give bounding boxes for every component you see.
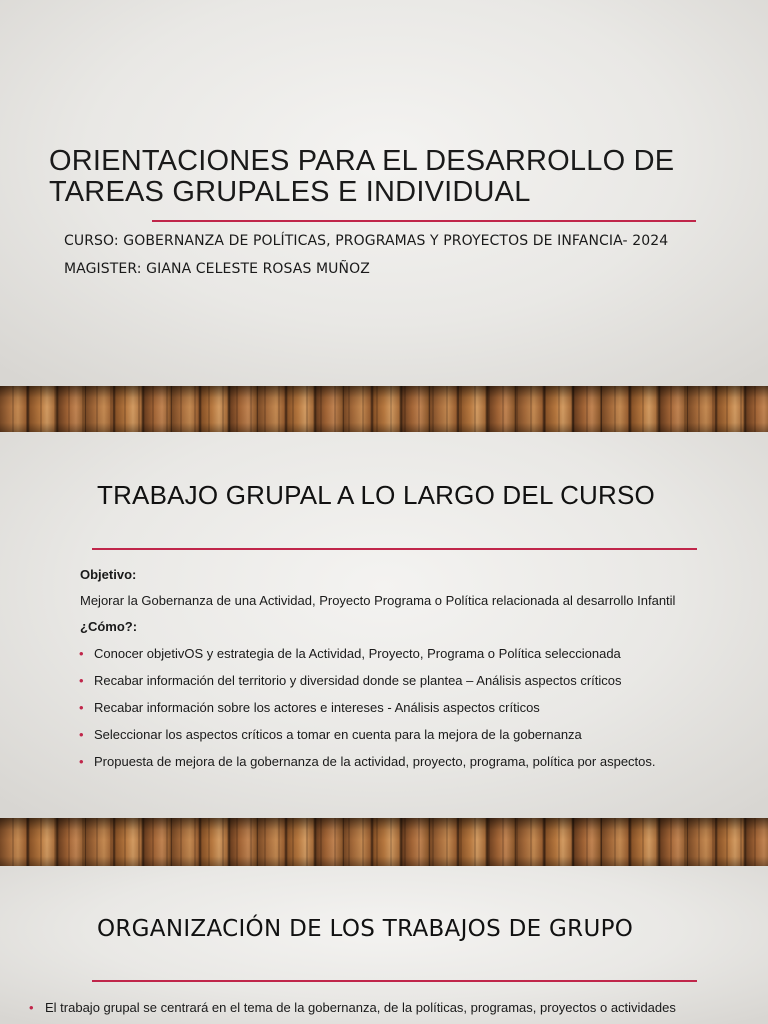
list-item: • Recabar información del territorio y diversidad donde se plantea – Análisis aspectos críticos	[79, 673, 622, 688]
title-underline	[92, 548, 697, 550]
objective-label: Objetivo:	[80, 567, 137, 582]
wood-floor-divider	[0, 818, 768, 866]
bullet-icon: •	[79, 700, 84, 715]
organization-list	[29, 998, 741, 1018]
steps-list	[79, 645, 656, 780]
list-item: • El trabajo grupal se centrará en el tema de la gobernanza, de la políticas, programas, proyectos o actividades	[29, 998, 741, 1018]
objective-text: Mejorar la Gobernanza de una Actividad, Proyecto Programa o Política relacionada al desarrollo Infantil	[80, 593, 676, 608]
bullet-icon: •	[79, 646, 84, 661]
title-underline	[92, 980, 697, 982]
slide-3	[0, 866, 768, 1024]
list-item: • Propuesta de mejora de la gobernanza de la actividad, proyecto, programa, política por aspectos.	[79, 754, 656, 769]
how-label: ¿Cómo?:	[80, 619, 138, 634]
slide-2	[0, 432, 768, 818]
slide-1-title: ORIENTACIONES PARA EL DESARROLLO DE TAREAS GRUPALES E INDIVIDUAL	[49, 145, 675, 208]
slide-1	[0, 0, 768, 386]
list-item: • Seleccionar los aspectos críticos a tomar en cuenta para la mejora de la gobernanza	[79, 727, 582, 742]
course-line: CURSO: GOBERNANZA DE POLÍTICAS, PROGRAMAS Y PROYECTOS DE INFANCIA- 2024	[64, 233, 669, 249]
bullet-icon: •	[79, 754, 84, 769]
bullet-icon: •	[29, 1000, 34, 1015]
bullet-icon: •	[79, 673, 84, 688]
wood-floor-divider	[0, 386, 768, 432]
title-underline	[152, 220, 696, 222]
teacher-line: MAGISTER: GIANA CELESTE ROSAS MUÑOZ	[64, 261, 370, 277]
list-item: • Recabar información sobre los actores e intereses - Análisis aspectos críticos	[79, 700, 540, 715]
list-item: • Conocer objetivOS y estrategia de la Actividad, Proyecto, Programa o Política seleccionada	[79, 646, 621, 661]
slide-3-title: ORGANIZACIÓN DE LOS TRABAJOS DE GRUPO	[97, 916, 634, 942]
slide-2-title: TRABAJO GRUPAL A LO LARGO DEL CURSO	[97, 480, 655, 510]
bullet-icon: •	[79, 727, 84, 742]
